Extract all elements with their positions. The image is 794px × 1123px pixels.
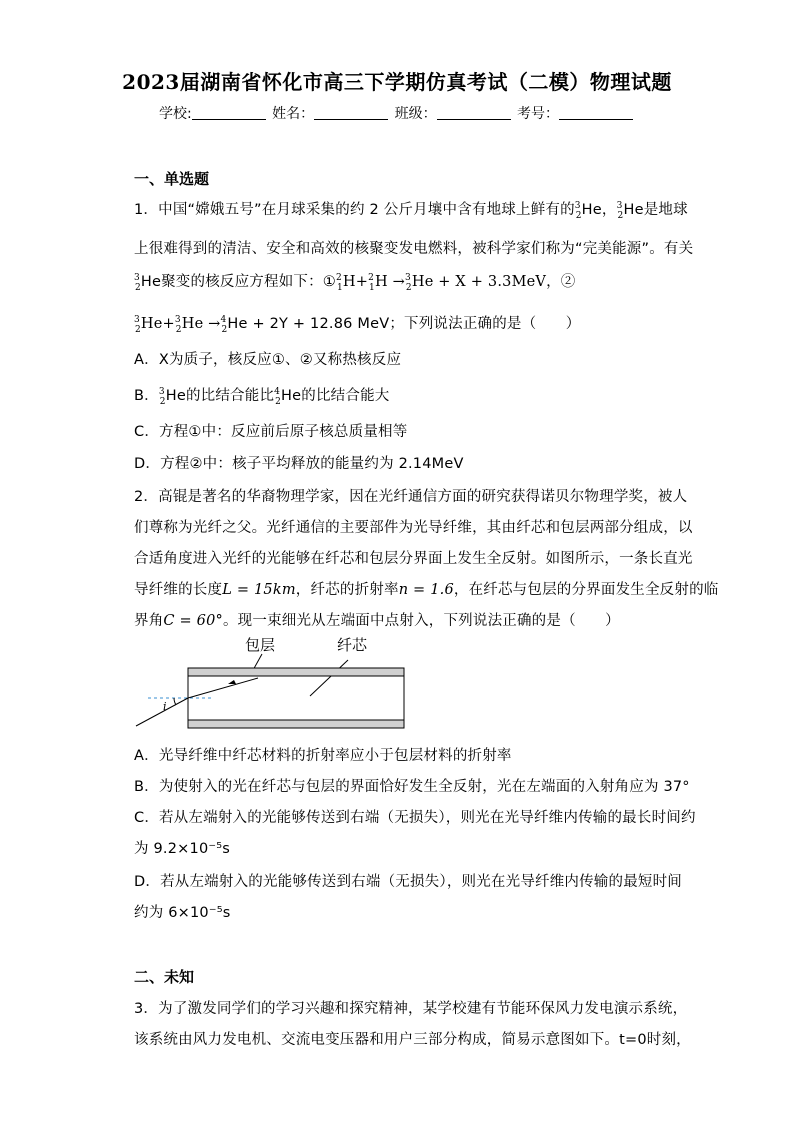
q2-option-c-line1[interactable]: C．若从左端射入的光能够传送到右端（无损失），则光在光导纤维内传输的最长时间约 xyxy=(134,810,696,826)
q1-optb-c: He的比结合能大 xyxy=(281,388,390,404)
optical-fiber-figure xyxy=(134,630,414,730)
school-label: 学校: xyxy=(158,106,192,122)
q2-line3: 合适角度进入光纤的光能够在纤芯和包层分界面上发生全反射。如图所示，一条长直光 xyxy=(134,551,693,567)
q2-line4-c: ，在纤芯与包层的分界面发生全反射的临 xyxy=(453,582,719,598)
q1-line3-eq: H+ xyxy=(342,274,369,290)
exam-no-label: 考号： xyxy=(517,106,560,122)
he4-mass: 4 xyxy=(220,315,227,326)
q2-option-c-line2[interactable]: 为 9.2×10⁻⁵s xyxy=(134,841,230,857)
q1-option-c[interactable]: C．方程①中：反应前后原子核总质量相等 xyxy=(134,424,408,440)
q3-line1: 3．为了激发同学们的学习兴趣和探究精神，某学校建有节能环保风力发电演示系统， xyxy=(134,1001,688,1017)
he3-nuclide-5 xyxy=(134,315,141,335)
q1-option-d[interactable]: D．方程②中：核子平均释放的能量约为 2.14MeV xyxy=(134,456,464,472)
q1-line2: 上很难得到的清洁、安全和高效的核聚变发电燃料，被科学家们称为“完美能源”。有关 xyxy=(134,241,694,257)
he3-z-7: 2 xyxy=(159,396,166,407)
q2-line1: 2．高锟是著名的华裔物理学家，因在光纤通信方面的研究获得诺贝尔物理学奖，被人 xyxy=(134,489,688,505)
core-label: 纤芯 xyxy=(337,636,368,654)
he4-nuclide xyxy=(221,315,228,335)
q1-option-a[interactable]: A．X为质子，核反应①、②又称热核反应 xyxy=(134,352,402,368)
q2-option-d-line1[interactable]: D．若从左端射入的光能够传送到右端（无损失），则光在光导纤维内传输的最短时间 xyxy=(134,874,683,890)
core-leader-line xyxy=(310,660,348,696)
incident-angle-label: i xyxy=(163,700,167,713)
cladding-label: 包层 xyxy=(245,636,276,654)
h2-z: 1 xyxy=(336,282,343,293)
he3-z-5: 2 xyxy=(134,324,141,335)
school-blank[interactable] xyxy=(192,105,266,120)
q1-line4 xyxy=(134,312,664,335)
q1-line4-c: He + 2Y + 12.86 MeV；下列说法正确的是（ ） xyxy=(227,316,581,332)
he3-nuclide-4 xyxy=(405,273,412,293)
q1-line1-mid: He， xyxy=(581,202,617,218)
he3-mass-6: 3 xyxy=(174,315,181,326)
he3-mass: 3 xyxy=(574,201,581,212)
q2-line2: 们尊称为光纤之父。光纤通信的主要部件为光导纤维，其由纤芯和包层两部分组成，以 xyxy=(134,520,693,536)
h2-z-2: 1 xyxy=(369,282,375,293)
exam-no-blank[interactable] xyxy=(559,105,633,120)
angle-arc xyxy=(174,698,176,705)
section-heading-single-choice: 一、单选题 xyxy=(134,170,210,188)
q2-line5-b: 。现一束细光从左端面中点射入，下列说法正确的是（ ） xyxy=(222,613,620,629)
he3-nuclide-6 xyxy=(175,315,182,335)
q2-length-value: L = 15km xyxy=(222,582,296,598)
bottom-cladding xyxy=(188,720,404,728)
q2-index-value: n = 1.6 xyxy=(398,582,454,598)
q2-option-d-line2[interactable]: 约为 6×10⁻⁵s xyxy=(134,905,231,921)
he3-z-6: 2 xyxy=(175,324,182,335)
he3-nuclide-7 xyxy=(159,387,166,407)
he3-mass-5: 3 xyxy=(134,315,140,326)
section-heading-unknown: 二、未知 xyxy=(134,968,195,986)
he3-z-4: 2 xyxy=(405,282,412,293)
he4-z: 2 xyxy=(221,324,228,335)
q1-line4-b: He → xyxy=(181,316,221,332)
h2-nuclide xyxy=(336,273,343,293)
q2-line4-b: ，纤芯的折射率 xyxy=(295,582,399,598)
he3-mass-2: 3 xyxy=(616,201,623,212)
he3-mass-3: 3 xyxy=(134,273,140,284)
he4-mass-2: 4 xyxy=(274,387,281,398)
q2-line5 xyxy=(134,609,664,630)
q1-line1-text: 1．中国“嫦娥五号”在月球采集的约 2 公斤月壤中含有地球上鲜有的 xyxy=(134,202,575,218)
q1-optb-b: He的比结合能比 xyxy=(165,388,275,404)
q1-line3-eq2: H → xyxy=(374,274,405,290)
q1-line3 xyxy=(134,270,664,293)
q1-line3-a: He聚变的核反应方程如下：① xyxy=(140,274,336,290)
refracted-ray xyxy=(188,678,258,698)
q1-line4-a: He+ xyxy=(140,316,175,332)
he3-mass-7: 3 xyxy=(158,387,165,398)
q1-line3-eq3: He + X + 3.3MeV，② xyxy=(411,274,576,290)
class-label: 班级： xyxy=(394,106,437,122)
q2-line5-a: 界角 xyxy=(134,613,164,629)
top-cladding xyxy=(188,668,404,676)
h2-nuclide-2 xyxy=(368,273,375,293)
q1-line1 xyxy=(134,198,688,221)
ray-arrow xyxy=(228,680,236,684)
q1-optb-a: B． xyxy=(134,388,159,404)
he3-z: 2 xyxy=(575,210,582,221)
student-info-line xyxy=(0,103,794,123)
q2-option-a[interactable]: A．光导纤维中纤芯材料的折射率应小于包层材料的折射率 xyxy=(134,748,512,764)
he3-nuclide-2 xyxy=(617,201,624,221)
q2-option-b[interactable]: B．为使射入的光在纤芯与包层的界面恰好发生全反射，光在左端面的入射角应为 37° xyxy=(134,779,690,795)
he3-nuclide-3 xyxy=(134,273,141,293)
class-blank[interactable] xyxy=(437,105,511,120)
q3-line2: 该系统由风力发电机、交流电变压器和用户三部分构成，简易示意图如下。t=0时刻， xyxy=(134,1032,691,1048)
he4-z-2: 2 xyxy=(275,396,282,407)
q1-line1-end: He是地球 xyxy=(623,202,688,218)
he3-nuclide xyxy=(575,201,582,221)
he3-z-2: 2 xyxy=(617,210,624,221)
q2-line4-a: 导纤维的长度 xyxy=(134,582,223,598)
q2-line4 xyxy=(134,578,719,599)
h2-mass: 2 xyxy=(336,273,342,284)
he4-nuclide-2 xyxy=(274,387,281,407)
q1-option-b[interactable] xyxy=(134,384,664,407)
incident-ray xyxy=(136,698,188,726)
name-label: 姓名： xyxy=(272,106,315,122)
page-title: 2023届湖南省怀化市高三下学期仿真考试（二模）物理试题 xyxy=(122,70,672,94)
h2-mass-2: 2 xyxy=(368,273,375,284)
he3-z-3: 2 xyxy=(134,282,141,293)
name-blank[interactable] xyxy=(314,105,388,120)
q2-critical-angle-value: C = 60° xyxy=(163,613,223,629)
he3-mass-4: 3 xyxy=(404,273,411,284)
